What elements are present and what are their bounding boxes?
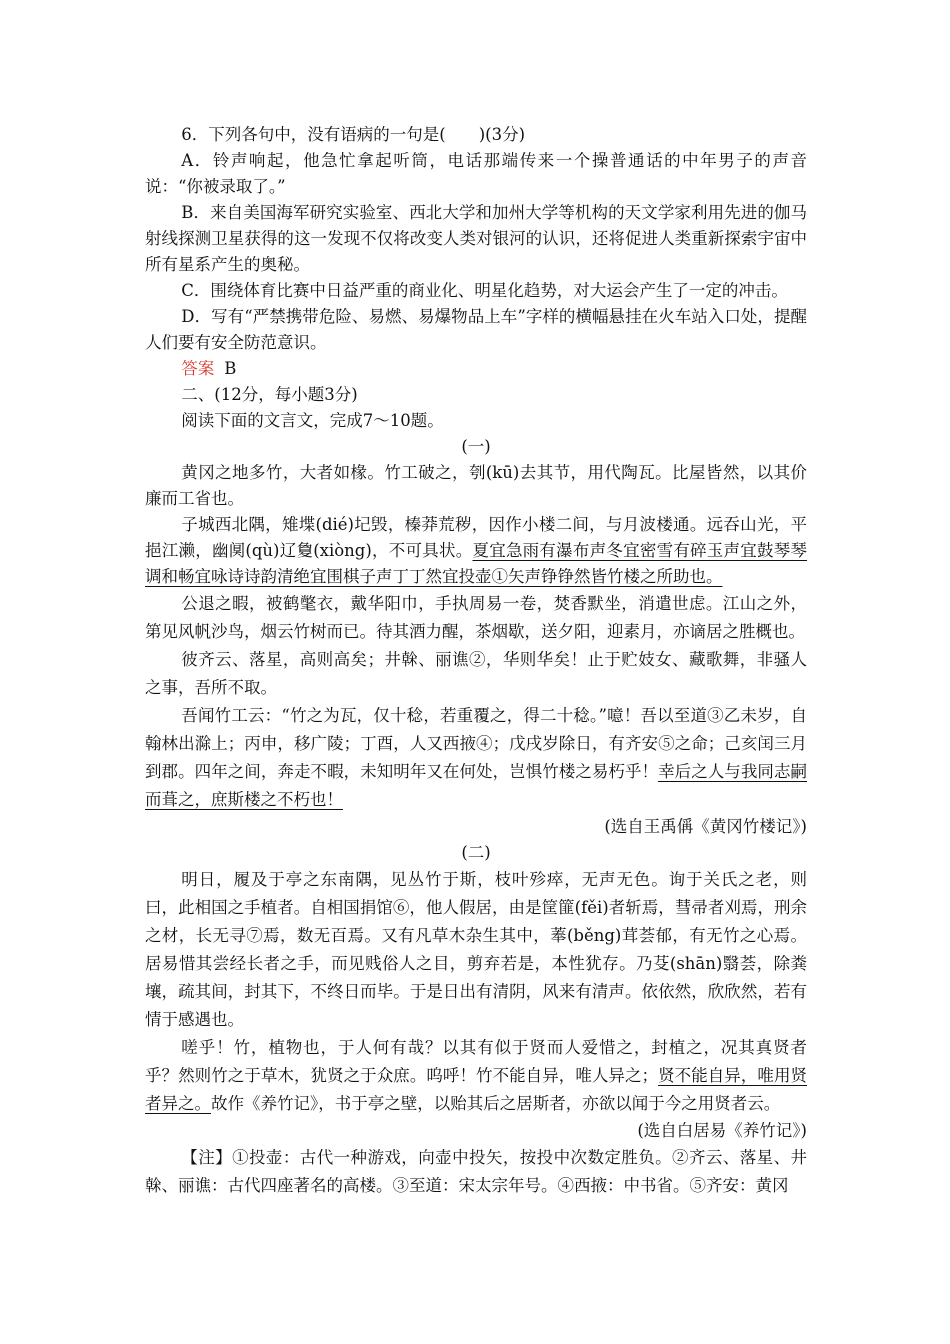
answer-label: 答案 xyxy=(181,359,215,378)
part2-heading: 二、(12分，每小题3分) xyxy=(181,385,358,404)
passage2-heading: (二) xyxy=(461,843,491,862)
passage2-paragraph-1: 明日，履及于亭之东南隅，见丛竹于斯，枝叶殄瘁，无声无色。询于关氏之老，则曰，此相国之手植者。自相国捐馆⑥，他人假居，由是筐篚(fěi)者斩焉，彗帚者刈焉，刑余之材，长无寻⑦焉，数无百焉。又有凡草木杂生其中，菶(běng)茸荟郁，有无竹之心焉。居易惜其尝经长者之手，而见贱俗人之目，剪弃若是，本性犹存。乃芟(shān)翳荟，除粪壤，疏其间，封其下，不终日而毕。于是日出有清阴，风来有清声。依依然，欣欣然，若有情于感遇也。 xyxy=(145,870,807,1029)
passage1-source: (选自王禹偁《黄冈竹楼记》) xyxy=(604,817,807,836)
passage1-paragraph-1: 黄冈之地多竹，大者如椽。竹工破之，刳(kū)去其节，用代陶瓦。比屋皆然，以其价廉而工省也。 xyxy=(145,463,807,508)
answer-value: B xyxy=(224,359,237,378)
passage1-paragraph-5 xyxy=(145,702,807,814)
notes-label: 【注】 xyxy=(181,1148,233,1167)
passage2-paragraph-2 xyxy=(145,1034,807,1118)
passage2-p2-text: 嗟乎！竹，植物也，于人何有哉？以其有似于贤而人爱惜之，封植之，况其真贤者乎？然则竹之于草木，犹贤之于众庶。呜呼！竹不能自异，唯人异之； xyxy=(145,1038,807,1085)
notes-text: ①投壶：古代一种游戏，向壶中投矢，按投中次数定胜负。②齐云、落星、井榦、丽谯：古代四座著名的高楼。③至道：宋太宗年号。④西掖：中书省。⑤齐安：黄冈 xyxy=(145,1148,808,1195)
question-6-stem: 6．下列各句中，没有语病的一句是( )(3分) xyxy=(181,125,526,144)
notes xyxy=(145,1144,807,1200)
passage1-paragraph-2 xyxy=(145,512,807,590)
document-page xyxy=(145,122,807,1200)
passage1-paragraph-3: 公退之暇，被鹤氅衣，戴华阳巾，手执周易一卷，焚香默坐，消遣世虑。江山之外，第见风帆沙鸟，烟云竹树而已。待其酒力醒，茶烟歇，送夕阳，迎素月，亦谪居之胜概也。 xyxy=(145,594,807,641)
passage1-p5-underlined: 幸后之人与我同志嗣而葺之，庶斯楼之不朽也！ xyxy=(145,762,808,809)
option-d: D．写有“严禁携带危险、易燃、易爆物品上车”字样的横幅悬挂在火车站入口处，提醒人们要有安全防范意识。 xyxy=(145,307,807,352)
option-b: B．来自美国海军研究实验室、西北大学和加州大学等机构的天文学家利用先进的伽马射线探测卫星获得的这一发现不仅将改变人类对银河的认识，还将促进人类重新探索宇宙中所有星系产生的奥秘。 xyxy=(145,203,807,274)
option-c: C．围绕体育比赛中日益严重的商业化、明星化趋势，对大运会产生了一定的冲击。 xyxy=(181,281,788,300)
passage1-p5-text: 吾闻竹工云：“竹之为瓦，仅十稔，若重覆之，得二十稔。”噫！吾以至道③乙未岁，自翰林出滁上；丙申，移广陵；丁酉，人又西掖④；戊戌岁除日，有齐安⑤之命；己亥闰三月到郡。四年之间，奔走不暇，未知明年又在何处，岂惧竹楼之易朽乎！ xyxy=(145,706,807,781)
passage2-p2-tail: 故作《养竹记》，书于亭之壁，以贻其后之居斯者，亦欲以闻于今之用贤者云。 xyxy=(211,1094,781,1113)
passage2-source: (选自白居易《养竹记》) xyxy=(637,1121,807,1140)
passage2-p2-underlined: 贤不能自异，唯用贤者异之。 xyxy=(145,1066,808,1113)
option-a: A．铃声响起，他急忙拿起听筒，电话那端传来一个操普通话的中年男子的声音说：“你被录取了。” xyxy=(145,151,807,196)
part2-instruction: 阅读下面的文言文，完成7～10题。 xyxy=(181,411,444,430)
passage1-p2-text: 子城西北隅，雉堞(dié)圮毁，榛莽荒秽，因作小楼二间，与月波楼通。远吞山光，平挹江濑，幽阒(qù)辽敻(xiòng)，不可具状。 xyxy=(145,515,807,560)
passage1-heading: (一) xyxy=(461,437,491,456)
passage1-paragraph-4: 彼齐云、落星，高则高矣；井榦、丽谯②，华则华矣！止于贮妓女、藏歌舞，非骚人之事，吾所不取。 xyxy=(145,650,807,697)
passage1-p2-underlined: 夏宜急雨有瀑布声冬宜密雪有碎玉声宜鼓琴琴调和畅宜咏诗诗韵清绝宜围棋子声丁丁然宜投壶①矢声铮铮然皆竹楼之所助也。 xyxy=(145,541,807,586)
answer-line xyxy=(145,356,807,382)
